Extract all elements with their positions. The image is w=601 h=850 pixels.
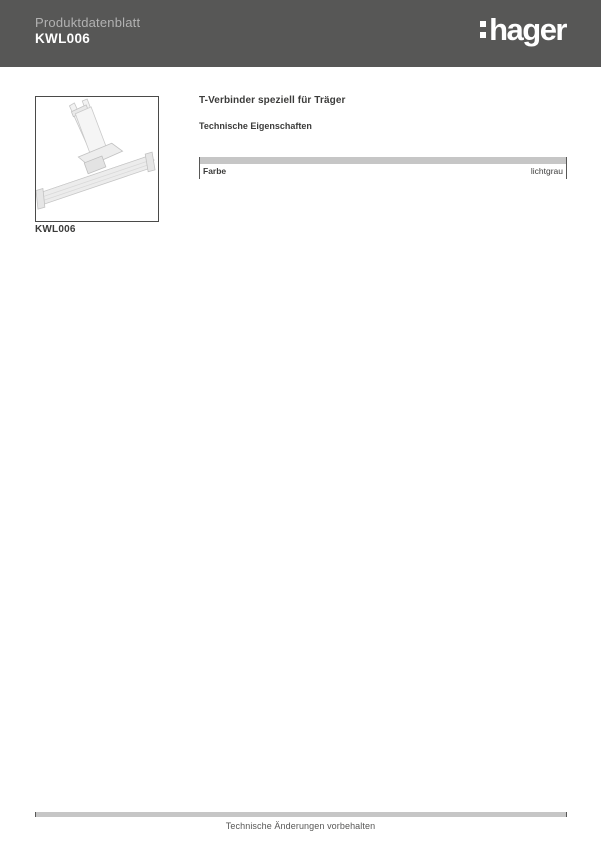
product-image-box — [35, 96, 159, 222]
logo-dot-top — [480, 21, 486, 27]
product-drawing-icon — [36, 97, 158, 221]
footer-rule — [35, 812, 567, 817]
product-title: T-Verbinder speziell für Träger — [199, 95, 346, 106]
footer-disclaimer: Technische Änderungen vorbehalten — [225, 821, 376, 831]
hager-logo-wordmark: hager — [489, 12, 566, 47]
spec-value: lichtgrau — [530, 166, 563, 176]
hager-logo-colon-icon — [480, 16, 486, 43]
hager-logo — [480, 14, 566, 45]
spec-table — [199, 157, 567, 179]
table-row — [200, 164, 566, 179]
spec-table-header-bar — [200, 157, 566, 164]
page-header — [0, 0, 601, 67]
logo-dot-bottom — [480, 32, 486, 38]
image-caption: KWL006 — [35, 224, 76, 235]
product-code-label: KWL006 — [35, 31, 91, 47]
spec-label: Farbe — [203, 166, 227, 176]
header-titles — [35, 15, 140, 48]
section-heading: Technische Eigenschaften — [199, 121, 312, 131]
doc-type-label: Produktdatenblatt — [35, 15, 141, 30]
